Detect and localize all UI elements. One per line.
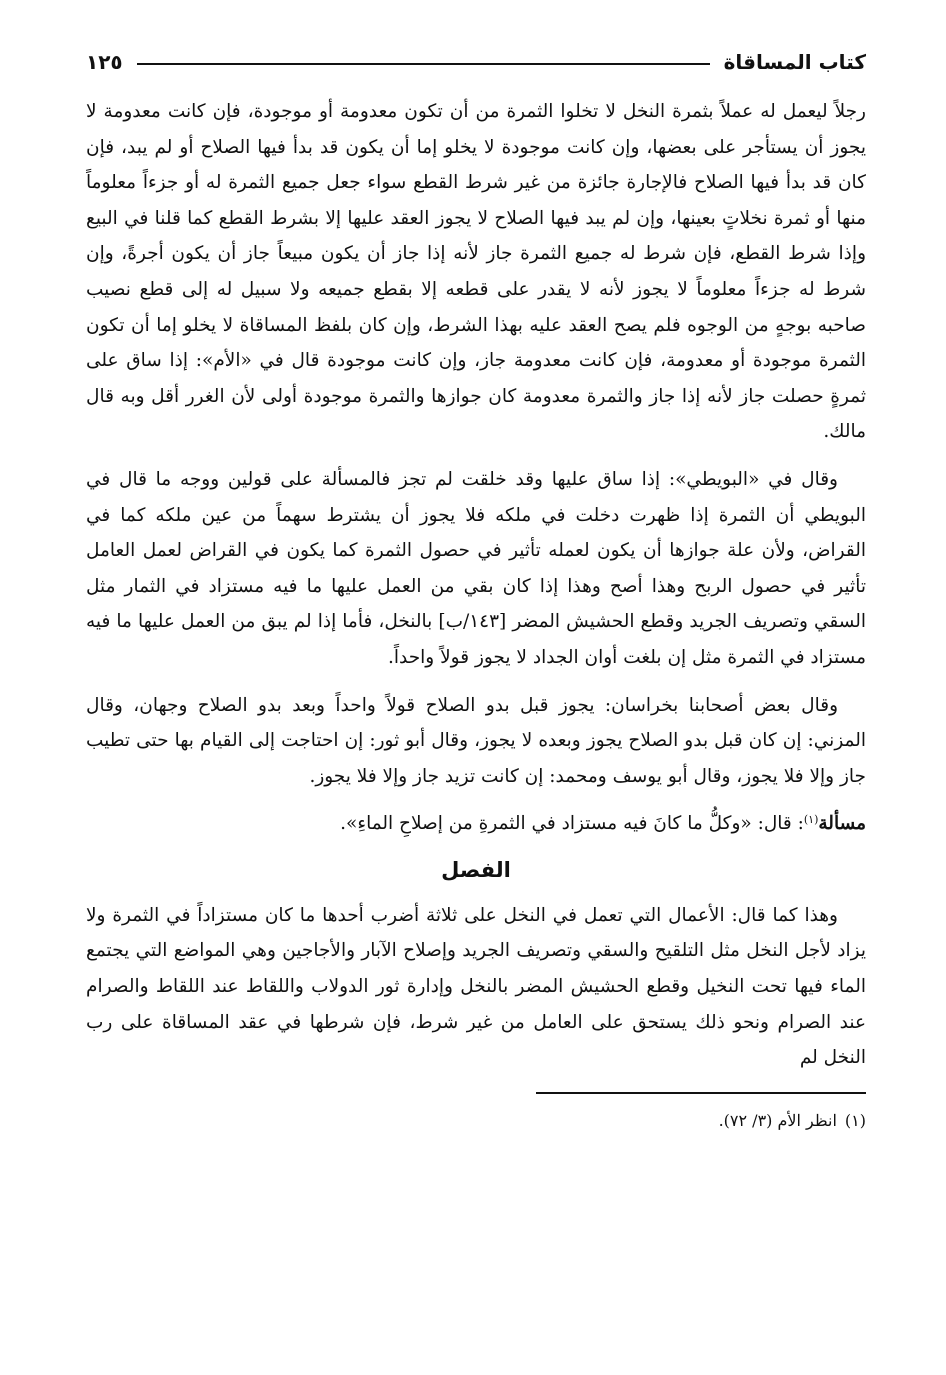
footnote-text: انظر الأم (٣/ ٧٢).	[718, 1110, 837, 1130]
paragraph: وهذا كما قال: الأعمال التي تعمل في النخل على ثلاثة أضرب أحدها ما كان مستزاداً في الثمرة ولا يزاد لأجل النخل مثل التلقيح والسقي وتصريف الجريد وإصلاح الآبار والأجاجين وهي المواضع التي يجتمع الماء فيها تحت النخيل وقطع الحشيش المضر بالنخل وإدارة ثور الدولاب واللقاط عند اللقاط والصرام عند الصرام ونحو ذلك يستحق على العامل من غير شرط، فإن شرطها في عقد المساقاة على رب النخل لم	[86, 904, 866, 1069]
page-number: ١٢٥	[86, 50, 123, 74]
masala-label: مسألة	[818, 813, 866, 835]
footnote-reference: (١)	[803, 813, 819, 827]
paragraph: وقال في «البويطي»: إذا ساق عليها وقد خلقت لم تجز فالمسألة على قولين ووجه ما قال في البويطي أن الثمرة إذا ظهرت دخلت في ملكه فلا يجوز أن يشترط سهماً من عين ملكه كما في القراض، ولأن علة جوازها أن يكون لعمله تأثير في حصول الثمرة كما يكون في القراض لعمل العامل تأثير في حصول الربح وهذا أصح وهذا إذا كان بقي من العمل عليها ما فيه مستزاد في الثمار مثل السقي وتصريف الجريد وقطع الحشيش المضر [١٤٣/ب] بالنخل، فأما إذا لم يبق من العمل عليها ما فيه مستزاد في الثمرة مثل إن بلغت أوان الجداد لا يجوز قولاً واحداً.	[86, 468, 866, 668]
chapter-title: كتاب المساقاة	[723, 50, 866, 74]
paragraph: رجلاً ليعمل له عملاً بثمرة النخل لا تخلوا الثمرة من أن تكون معدومة أو موجودة، فإن كانت معدومة لا يجوز أن يستأجر على بعضها، وإن كانت موجودة لا يخلو إما أن يكون قد بدأ فيها الصلاح أو لم يبد، فإن كان قد بدأ فيها الصلاح فالإجارة جائزة من غير شرط القطع سواء جعل جميع الثمرة له أو جزءاً معلوماً منها أو ثمرة نخلاتٍ بعينها، وإن لم يبد فيها الصلاح لا يجوز العقد عليها إلا بشرط القطع كما قلنا في البيع وإذا شرط القطع، فإن شرط له جميع الثمرة جاز لأنه إذا جاز أن يكون مبيعاً جاز أن يكون أجرةً، وإن شرط له جزءاً معلوماً لا يجوز لأنه لا يقدر على قطعه إلا بقطع جميعه ولا سبيل له إلى قطع نصيب صاحبه بوجهٍ من الوجوه فلم يصح العقد عليه بهذا الشرط، وإن كان بلفظ المساقاة لا يخلو إما أن تكون الثمرة موجودة أو معدومة، فإن كانت معدومة جاز، وإن كانت موجودة قال في «الأم»: إذا ساق على ثمرةٍ حصلت جاز لأنه إذا جاز والثمرة معدومة كان جوازها والثمرة موجودة أولى لأن الغرر أقل وبه قال مالك.	[86, 101, 866, 443]
running-header	[86, 40, 866, 84]
book-page	[86, 40, 866, 1134]
main-text	[86, 94, 866, 1076]
masala-text: : قال: «وكلُّ ما كانَ فيه مستزاد في الثمرةِ من إصلاحِ الماءِ».	[340, 813, 804, 835]
paragraph: وقال بعض أصحابنا بخراسان: يجوز قبل بدو الصلاح قولاً واحداً وبعد بدو الصلاح وجهان، وقال المزني: إن كان قبل بدو الصلاح يجوز وبعده لا يجوز، وقال أبو ثور: إن احتاجت إلى القيام بها حتى تطيب جاز وإلا فلا يجوز، وقال أبو يوسف ومحمد: إن كانت تزيد جاز وإلا فلا يجوز.	[86, 694, 866, 787]
footnote-number: (١)	[844, 1110, 866, 1130]
header-rule	[137, 63, 710, 65]
footnote-divider	[536, 1092, 866, 1094]
masala-paragraph	[86, 806, 866, 842]
section-heading: الفصل	[441, 857, 511, 882]
footnote	[86, 1108, 866, 1134]
